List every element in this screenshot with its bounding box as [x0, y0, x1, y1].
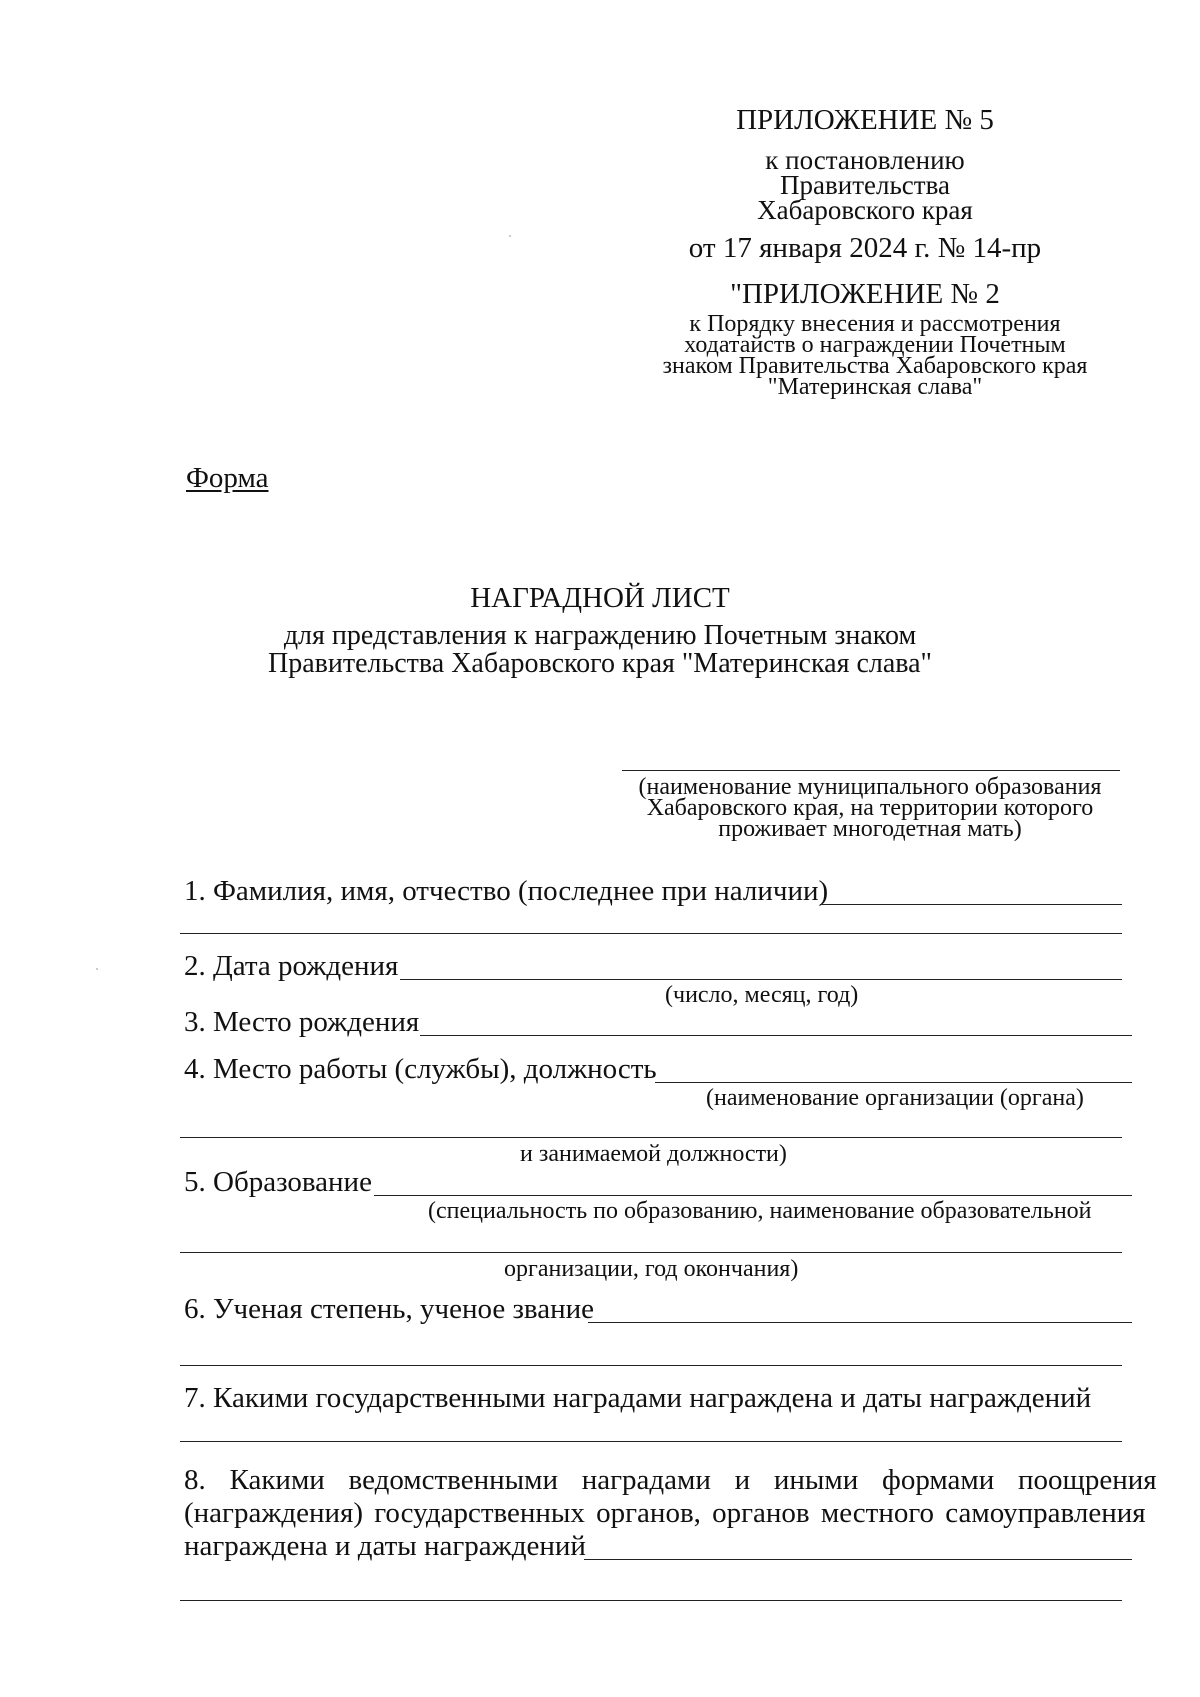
education-input-line[interactable] [374, 1195, 1132, 1196]
item-5-education-label: 5. Образование [184, 1166, 372, 1198]
full-name-input-line-2[interactable] [180, 933, 1122, 934]
item-1-full-name-label: 1. Фамилия, имя, отчество (последнее при наличии) [184, 875, 829, 907]
workplace-input-line-2[interactable] [180, 1137, 1122, 1138]
municipality-input-line[interactable] [622, 770, 1120, 771]
item-7-state-awards-label: 7. Какими государственными наградами награждена и даты награждений [184, 1382, 1092, 1414]
education-hint-1: (специальность по образованию, наименование образовательной [428, 1198, 1092, 1224]
item-8-departmental-awards-line-1: 8. Какими ведомственными наградами и иными формами поощрения [184, 1464, 1157, 1496]
item-8-departmental-awards-line-3: награждена и даты награждений [184, 1530, 586, 1562]
municipality-hint-2: Хабаровского края, на территории которого [646, 795, 1094, 821]
workplace-hint-2: и занимаемой должности) [520, 1141, 787, 1167]
resolution-date-number: от 17 января 2024 г. № 14-пр [688, 232, 1042, 264]
birth-place-input-line[interactable] [420, 1035, 1132, 1036]
education-hint-2: организации, год окончания) [504, 1256, 799, 1282]
subtitle-line-2: Правительства Хабаровского края "Материнская слава" [267, 648, 932, 679]
item-4-workplace-label: 4. Место работы (службы), должность [184, 1053, 657, 1085]
scan-speck [509, 235, 511, 237]
item-3-birth-place-label: 3. Место рождения [184, 1006, 420, 1038]
full-name-input-line[interactable] [820, 904, 1122, 905]
order-line-4: "Материнская слава" [767, 374, 983, 400]
item-6-degree-label: 6. Ученая степень, ученое звание [184, 1293, 595, 1325]
document-title: НАГРАДНОЙ ЛИСТ [470, 582, 730, 614]
appendix-2-heading: "ПРИЛОЖЕНИЕ № 2 [730, 278, 1000, 310]
workplace-hint-1: (наименование организации (органа) [706, 1085, 1084, 1111]
region-line: Хабаровского края [757, 195, 973, 225]
degree-input-line-2[interactable] [180, 1365, 1122, 1366]
item-2-birth-date-label: 2. Дата рождения [184, 950, 399, 982]
scan-speck [96, 968, 98, 970]
education-input-line-2[interactable] [180, 1252, 1122, 1253]
order-line-2: ходатайств о награждении Почетным [684, 332, 1066, 358]
municipality-hint-1: (наименование муниципального образования [638, 774, 1102, 800]
appendix-5-heading: ПРИЛОЖЕНИЕ № 5 [736, 104, 994, 136]
item-8-departmental-awards-line-2: (награждения) государственных органов, органов местного самоуправления [184, 1497, 1146, 1529]
resolution-line: к постановлению [765, 145, 965, 175]
workplace-input-line[interactable] [655, 1082, 1132, 1083]
form-label: Форма [186, 462, 269, 494]
municipality-hint-3: проживает многодетная мать) [718, 816, 1022, 842]
subtitle-line-1: для представления к награждению Почетным знаком [283, 620, 917, 651]
order-line-1: к Порядку внесения и рассмотрения [689, 311, 1061, 337]
birth-date-input-line[interactable] [400, 979, 1122, 980]
government-line: Правительства [780, 170, 950, 200]
state-awards-input-line[interactable] [180, 1441, 1122, 1442]
birth-date-hint: (число, месяц, год) [665, 982, 859, 1008]
departmental-awards-input-line[interactable] [584, 1559, 1132, 1560]
order-line-3: знаком Правительства Хабаровского края [662, 353, 1088, 379]
departmental-awards-input-line-2[interactable] [180, 1600, 1122, 1601]
degree-input-line[interactable] [588, 1322, 1132, 1323]
